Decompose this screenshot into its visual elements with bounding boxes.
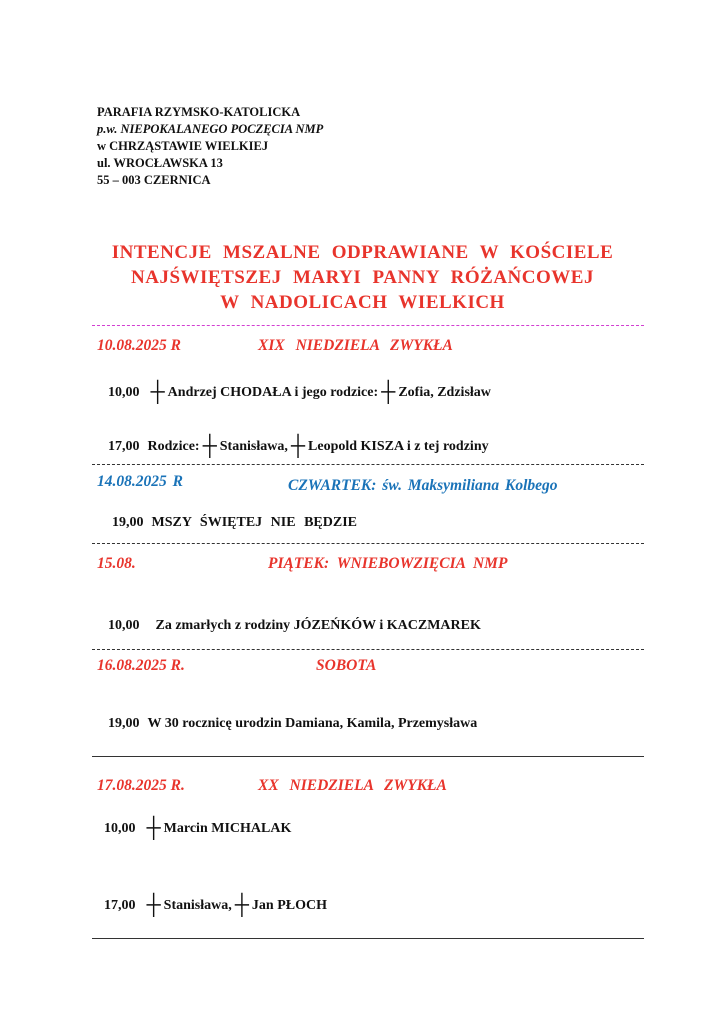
day-name: XX NIEDZIELA ZWYKŁA <box>258 777 447 794</box>
day-separator <box>92 649 644 650</box>
day-separator <box>92 756 644 757</box>
intention-text: Za zmarłych z rodziny JÓZEŃKÓW i KACZMAREK <box>155 618 481 633</box>
day-date: 14.08.2025 R <box>97 473 183 490</box>
parish-postal: 55 – 003 CZERNICA <box>97 173 211 187</box>
intention-text: Zofia, Zdzisław <box>398 385 491 400</box>
mass-time: 19,00 <box>112 515 144 530</box>
title-separator <box>92 325 644 326</box>
intention-text: Andrzej CHODAŁA i jego rodzice: <box>167 385 379 400</box>
intention-text: MSZY ŚWIĘTEJ NIE BĘDZIE <box>151 515 357 530</box>
mass-intention <box>112 515 357 531</box>
page-end-separator <box>92 938 644 939</box>
cross-icon: ┼ <box>234 894 249 916</box>
intention-text: Leopold KISZA i z tej rodziny <box>308 439 489 454</box>
mass-time: 17,00 <box>108 439 140 454</box>
cross-icon: ┼ <box>150 381 165 403</box>
mass-time: 10,00 <box>108 618 140 633</box>
mass-intention <box>104 895 327 915</box>
document-title-line-2: NAJŚWIĘTSZEJ MARYI PANNY RÓŻAŃCOWEJ <box>131 267 594 288</box>
intention-text: Stanisława, <box>219 439 288 454</box>
intention-text: Marcin MICHALAK <box>163 821 292 836</box>
day-separator <box>92 543 644 544</box>
intention-text: Jan PŁOCH <box>251 898 327 913</box>
cross-icon: ┼ <box>381 381 396 403</box>
day-date: 10.08.2025 R <box>97 337 181 354</box>
mass-intention <box>108 382 491 402</box>
mass-intention <box>108 716 477 732</box>
document-title-line-1: INTENCJE MSZALNE ODPRAWIANE W KOŚCIELE <box>111 242 614 263</box>
day-date: 17.08.2025 R. <box>97 777 185 794</box>
day-date: 15.08. <box>97 555 136 572</box>
parish-location: w CHRZĄSTAWIE WIELKIEJ <box>97 139 269 153</box>
day-name: PIĄTEK: WNIEBOWZIĘCIA NMP <box>268 555 508 572</box>
cross-icon: ┼ <box>290 435 306 457</box>
mass-time: 10,00 <box>104 821 136 836</box>
intention-text: W 30 rocznicę urodzin Damiana, Kamila, Przemysława <box>147 716 478 731</box>
mass-time: 19,00 <box>108 716 140 731</box>
day-name: CZWARTEK: św. Maksymiliana Kolbego <box>288 477 558 494</box>
cross-icon: ┼ <box>202 435 217 457</box>
mass-intention <box>104 818 291 838</box>
intention-text: Stanisława, <box>163 898 232 913</box>
parish-name: PARAFIA RZYMSKO-KATOLICKA <box>97 105 301 119</box>
mass-time: 17,00 <box>104 898 136 913</box>
mass-intention <box>108 618 481 634</box>
parish-street: ul. WROCŁAWSKA 13 <box>97 156 223 170</box>
cross-icon: ┼ <box>146 817 161 839</box>
intention-text: Rodzice: <box>147 439 200 454</box>
document-title-line-3: W NADOLICACH WIELKICH <box>220 292 505 313</box>
day-separator <box>92 464 644 465</box>
mass-time: 10,00 <box>108 385 140 400</box>
day-date: 16.08.2025 R. <box>97 657 185 674</box>
mass-intention <box>108 436 489 456</box>
day-name: XIX NIEDZIELA ZWYKŁA <box>258 337 453 354</box>
parish-dedication: p.w. NIEPOKALANEGO POCZĘCIA NMP <box>97 122 324 136</box>
cross-icon: ┼ <box>146 894 161 916</box>
day-name: SOBOTA <box>316 657 377 674</box>
